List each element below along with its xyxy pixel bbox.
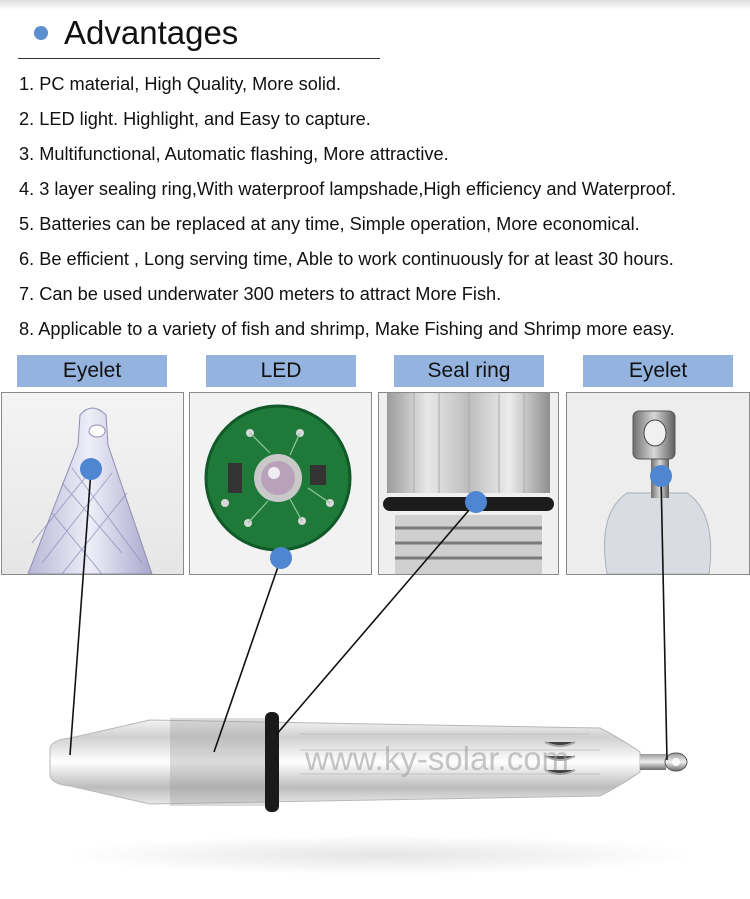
list-item: 6. Be efficient , Long serving time, Able to work continuously for at least 30 hours. [19,249,674,269]
callout-label-eyelet-left: Eyelet [17,355,167,387]
leader-line-seal-ring [276,502,476,735]
callout-label-eyelet-right: Eyelet [583,355,733,387]
marker-dot-icon [650,465,672,487]
section-title: Advantages [64,14,239,51]
leader-line-eyelet-left [70,470,91,755]
leader-line-led [214,558,281,752]
list-item: 7. Can be used underwater 300 meters to attract More Fish. [19,284,502,304]
leader-line-eyelet-right [661,476,667,760]
list-item: 3. Multifunctional, Automatic flashing, More attractive. [19,144,449,164]
watermark-text: www.ky-solar.com [305,740,570,777]
list-item: 1. PC material, High Quality, More solid. [19,74,342,94]
marker-dot-icon [270,547,292,569]
list-item: 4. 3 layer sealing ring,With waterproof lampshade,High efficiency and Waterproof. [19,179,677,199]
list-item: 5. Batteries can be replaced at any time, Simple operation, More economical. [19,214,640,234]
list-item: 2. LED light. Highlight, and Easy to capture. [19,109,371,129]
marker-dot-icon [465,491,487,513]
callout-label-seal-ring: Seal ring [394,355,544,387]
callout-label-led: LED [206,355,356,387]
marker-dot-icon [80,458,102,480]
list-item: 8. Applicable to a variety of fish and shrimp, Make Fishing and Shrimp more easy. [19,319,675,339]
